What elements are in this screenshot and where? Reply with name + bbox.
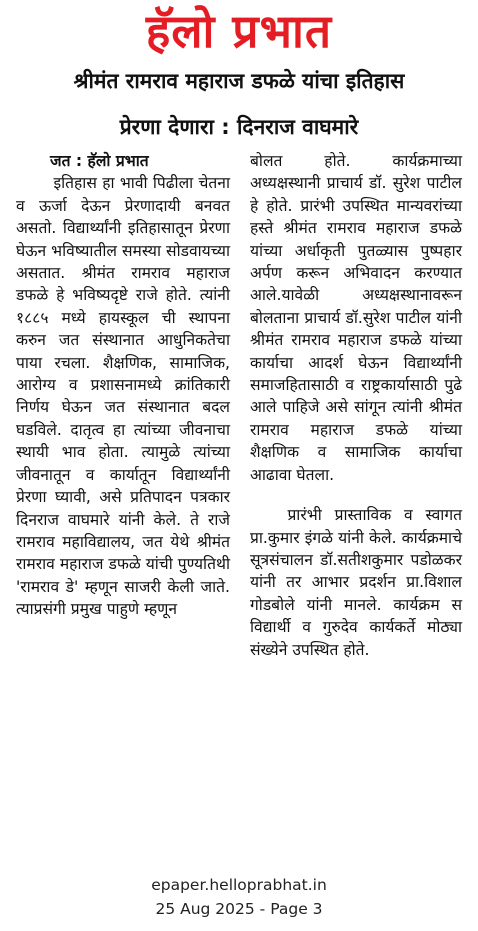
article-paragraph: बोलत होते. कार्यक्रमाच्या अध्यक्षस्थानी प्राचार्य डॉ. सुरेश पाटील हे होते. प्रारंभी उपस्थित मान्यवरांच्या हस्ते श्रीमंत रामराव महाराज डफळे यांच्या अर्धाकृती पुतळ्यास पुष्पहार अर्पण करून अभिवादन करण्यात आले.यावेळी अध्यक्षस्थानावरून बोलताना प्राचार्य डॉ.सुरेश पाटील यांनी श्रीमंत रामराव महाराज डफळे यांच्या कार्याचा आदर्श घेऊन विद्यार्थ्यांनी समाजहितासाठी व राष्ट्रकार्यासाठी पुढे आले पाहिजे असे सांगून त्यांनी श्रीमंत रामराव महाराज डफळे यांच्या शैक्षणिक व सामाजिक कार्याचा आढावा घेतला.: [250, 152, 462, 484]
dateline: जत : हॅलो प्रभात: [50, 152, 149, 170]
footer-site-url: epaper.helloprabhat.in: [151, 876, 327, 894]
newspaper-masthead: हॅलो प्रभात: [145, 4, 333, 58]
footer-date-page: 25 Aug 2025 - Page 3: [155, 900, 323, 918]
article-column-left: [16, 150, 230, 621]
headline-line-2: प्रेरणा देणारा : दिनराज वाघमारे: [119, 115, 359, 139]
article-paragraph: प्रारंभी प्रास्ताविक व स्वागत प्रा.कुमार इंगळे यांनी केले. कार्यक्रमाचे सूत्रसंचालन डॉ.सतीशकुमार पडोळकर यांनी तर आभार प्रदर्शन प्रा.विशाल गोडबोले यांनी मानले. कार्यक्रम स विद्यार्थी व गुरुदेव कार्यकर्ते मोठ्या संख्येने उपस्थित होते.: [250, 506, 462, 659]
article-column-right: [250, 150, 462, 661]
article-paragraph: इतिहास हा भावी पिढीला चेतना व ऊर्जा देऊन प्रेरणादायी बनवत असतो. विद्यार्थ्यांनी इतिहासातून प्रेरणा घेऊन भविष्यातील समस्या सोडवायच्या असतात. श्रीमंत रामराव महाराज डफळे हे भविष्यदृष्टे राजे होते. त्यांनी १८८५ मध्ये हायस्कूल ची स्थापना करुन जत संस्थानात आधुनिकतेचा पाया रचला. शैक्षणिक, सामाजिक, आरोग्य व प्रशासनामध्ये क्रांतिकारी निर्णय घेऊन जत संस्थानात बदल घडविले. दातृत्व हा त्यांच्या जीवनाचा स्थायी भाव होता. त्यामुळे त्यांच्या जीवनातून व कार्यातून विद्यार्थ्यांनी प्रेरणा घ्यावी, असे प्रतिपादन पत्रकार दिनराज वाघमारे यांनी केले. ते राजे रामराव महाविद्यालय, जत येथे श्रीमंत रामराव महाराज डफळे यांची पुण्यतिथी 'रामराव डे' म्हणून साजरी केली जाते. त्याप्रसंगी प्रमुख पाहुणे म्हणून: [16, 174, 230, 619]
headline-line-1: श्रीमंत रामराव महाराज डफळे यांचा इतिहास: [73, 69, 405, 93]
